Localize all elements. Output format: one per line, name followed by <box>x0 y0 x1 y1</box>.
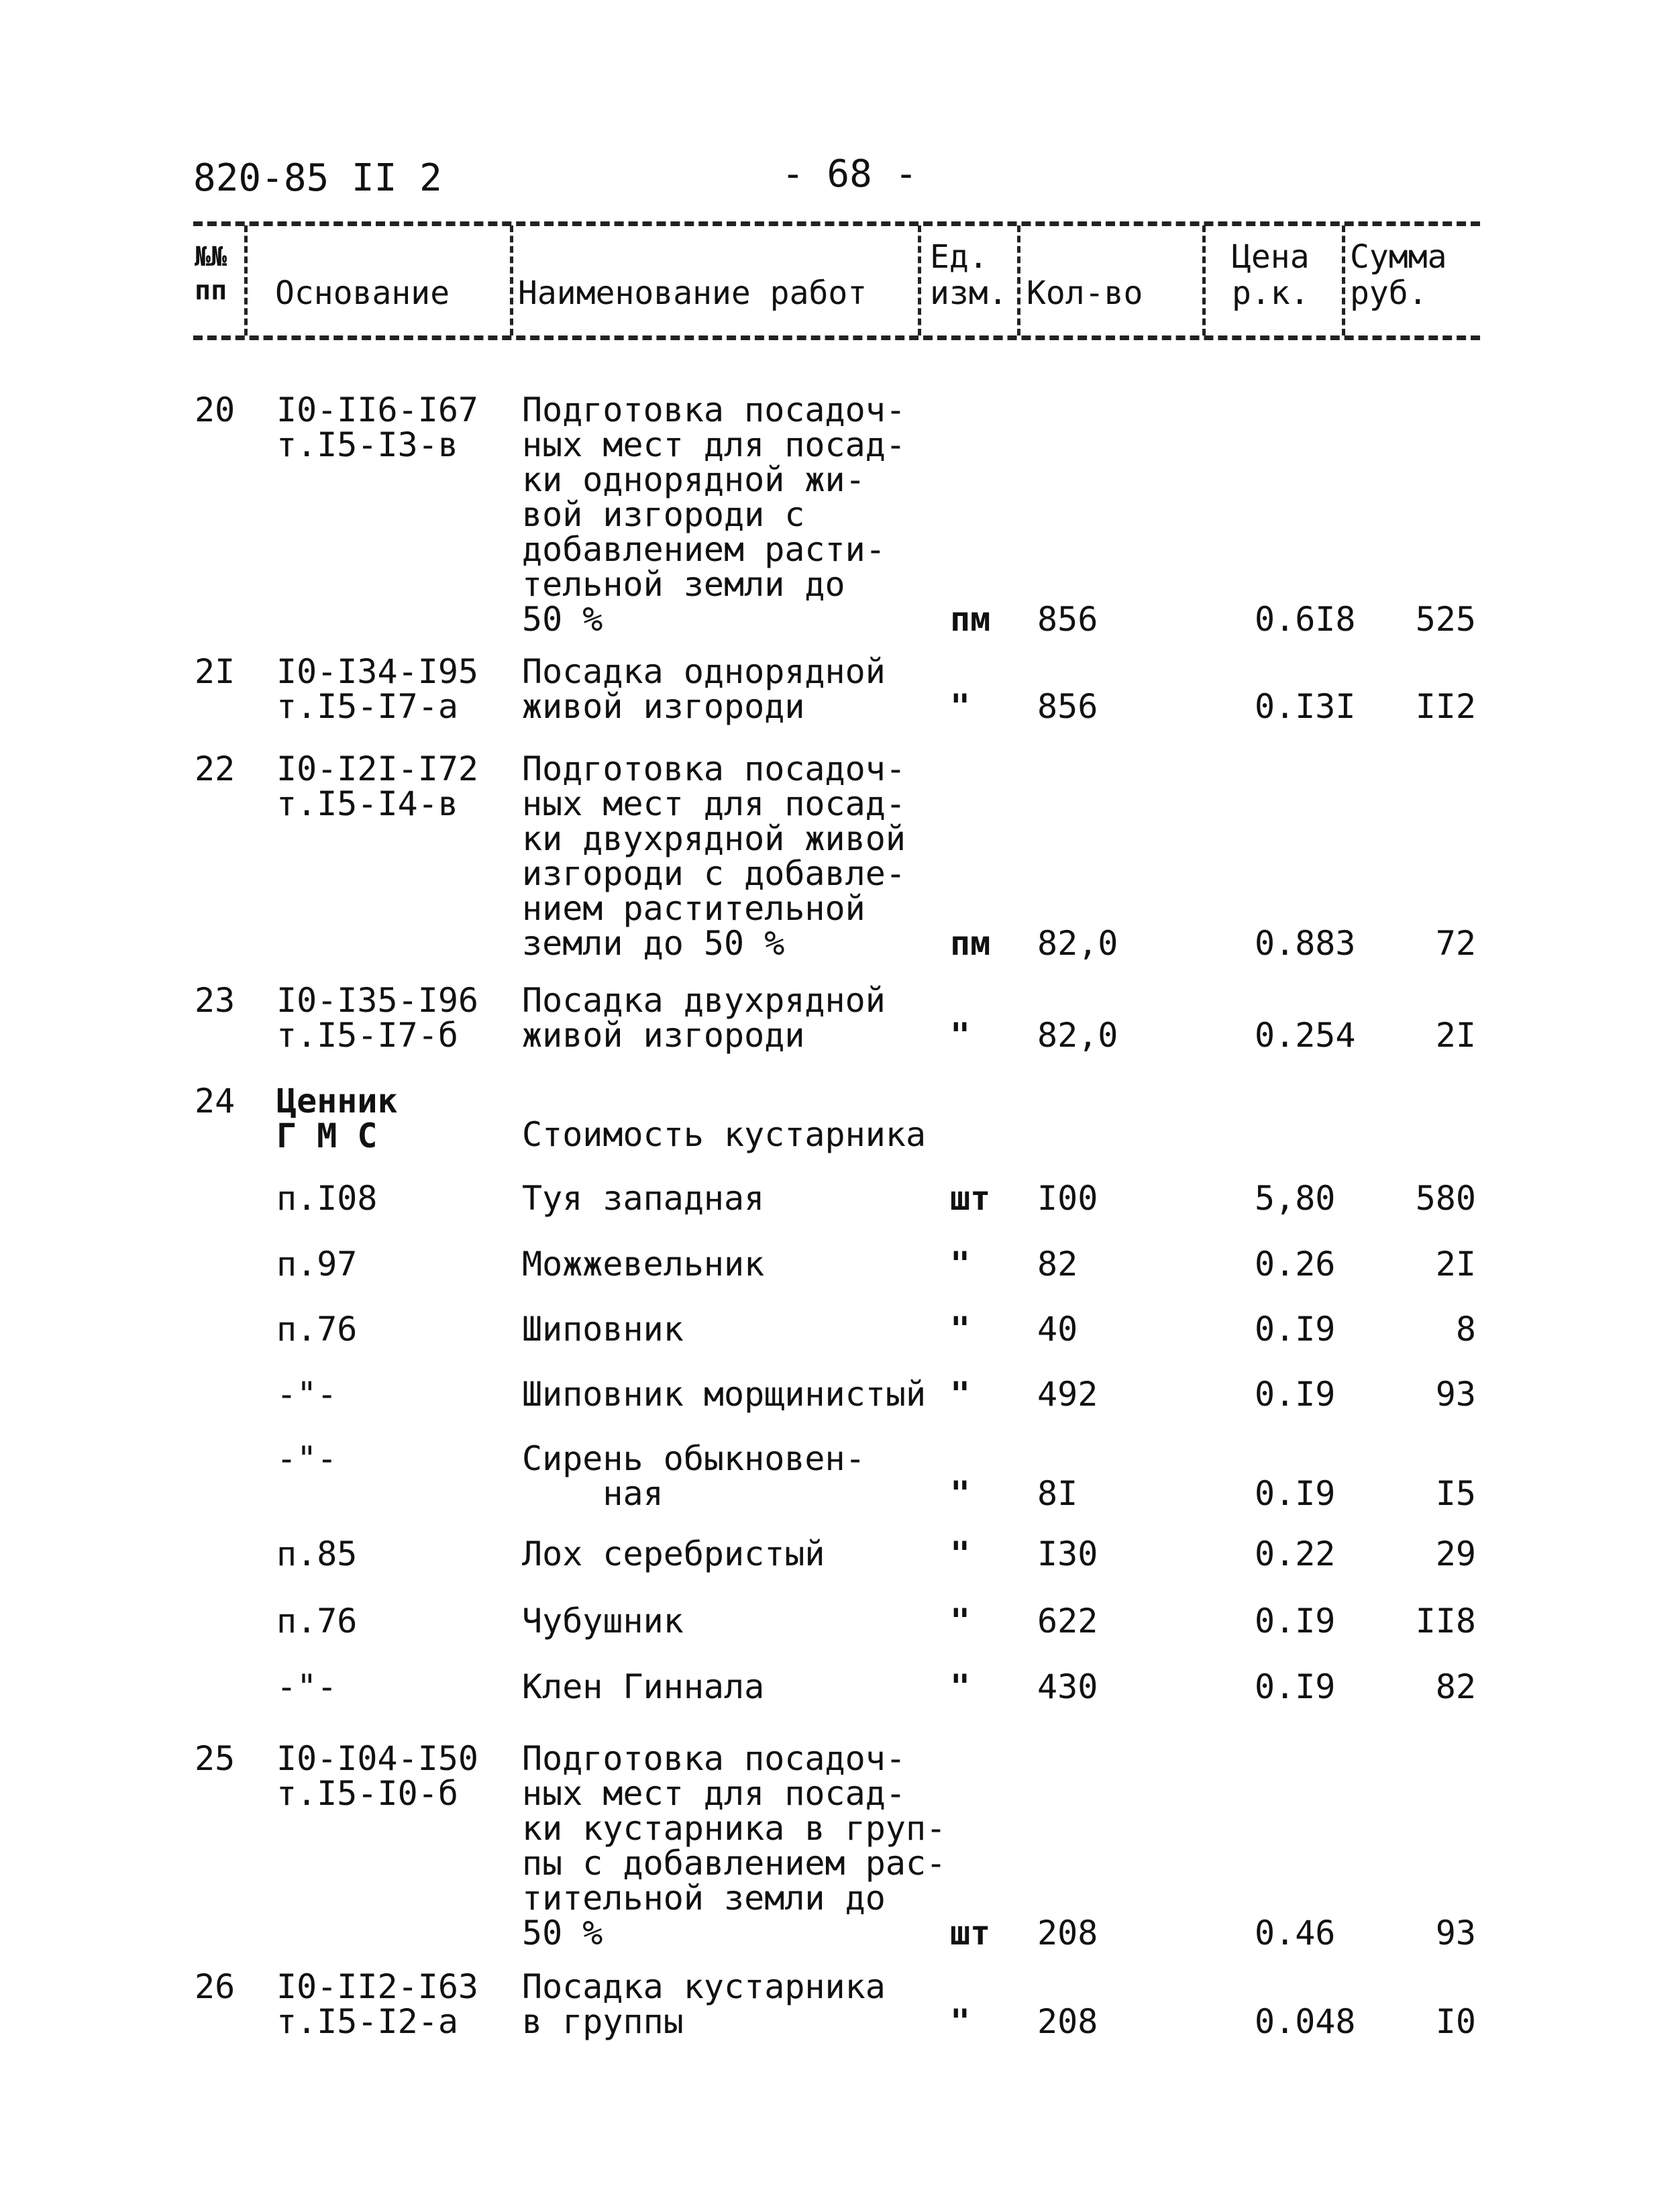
row-work-name-line: ных мест для посад- <box>522 784 906 823</box>
row-unit: шт <box>950 1914 991 1952</box>
row-basis-line: п.I08 <box>276 1179 378 1218</box>
row-sum: 525 <box>1415 600 1476 639</box>
row-quantity: 40 <box>1037 1310 1078 1349</box>
row-basis <box>276 654 478 724</box>
row-work-name-line: в группы <box>522 2002 684 2041</box>
row-basis-line: т.I5-I7-б <box>276 1016 458 1055</box>
row-number: 26 <box>195 1967 235 2006</box>
row-price: 5,80 <box>1255 1179 1336 1218</box>
column-header-price: Цена р.к. <box>1232 238 1310 312</box>
row-work-name <box>522 1247 764 1282</box>
row-unit: " <box>950 1534 971 1573</box>
column-header-sum: Сумма руб. <box>1350 238 1447 312</box>
row-unit: " <box>950 1375 971 1414</box>
document-code: 820-85 II 2 <box>193 156 442 200</box>
row-sum: 82 <box>1435 1667 1476 1706</box>
row-unit: шт <box>950 1179 991 1218</box>
row-basis-line: т.I5-I3-в <box>276 425 458 464</box>
row-work-name-line: вой изгороди с <box>522 495 805 534</box>
row-work-name-line: земли до 50 % <box>522 924 785 963</box>
row-work-name <box>522 390 906 639</box>
row-quantity: 208 <box>1037 2002 1098 2041</box>
row-number: 2I <box>195 652 235 691</box>
row-basis <box>276 390 479 464</box>
row-work-name-line: 50 % <box>522 1914 603 1952</box>
row-number: 24 <box>195 1082 235 1121</box>
row-sum: 93 <box>1435 1914 1476 1952</box>
row-unit: пм <box>950 924 991 963</box>
row-work-name <box>522 751 906 961</box>
row-work-name-line: Лох серебристый <box>522 1534 825 1573</box>
row-basis <box>276 1969 478 2039</box>
row-quantity: 8I <box>1037 1474 1078 1513</box>
row-price: 0.22 <box>1255 1534 1336 1573</box>
row-work-name-line: нием растительной <box>522 889 865 928</box>
row-basis-line: т.I5-I0-б <box>276 1774 458 1813</box>
row-basis-line: -"- <box>276 1375 337 1414</box>
row-price: 0.I9 <box>1255 1474 1336 1513</box>
row-price: 0.I9 <box>1255 1667 1336 1706</box>
row-basis-line: I0-I34-I95 <box>276 652 479 691</box>
row-basis-line: I0-II2-I63 <box>276 1967 479 2006</box>
row-work-name-line: Шиповник <box>522 1310 684 1349</box>
row-work-name <box>522 1536 825 1571</box>
row-work-name <box>522 1312 684 1347</box>
col-sep <box>1202 225 1206 335</box>
row-work-name-line: ки двухрядной живой <box>522 819 906 858</box>
row-unit: " <box>950 1474 971 1513</box>
row-work-name-line: пы с добавлением рас- <box>522 1844 947 1883</box>
row-work-name-line: Подготовка посадоч- <box>522 390 906 429</box>
col-sep <box>1342 225 1345 335</box>
row-basis <box>276 1084 398 1153</box>
row-basis-line: т.I5-I4-в <box>276 784 458 823</box>
row-basis <box>276 1247 357 1282</box>
row-work-name-line: Посадка кустарника <box>522 1967 886 2006</box>
row-work-name-line: тельной земли до <box>522 565 845 604</box>
row-price: 0.883 <box>1255 924 1356 963</box>
row-basis-line: -"- <box>276 1667 337 1706</box>
row-sum: 580 <box>1415 1179 1476 1218</box>
row-work-name-line: Клен Гиннала <box>522 1667 765 1706</box>
row-work-name <box>522 654 886 724</box>
row-price: 0.26 <box>1255 1245 1336 1284</box>
row-work-name-line: Шиповник морщинистый <box>522 1375 927 1414</box>
row-work-name-line: ки однорядной жи- <box>522 460 865 499</box>
col-sep <box>1017 225 1020 335</box>
row-unit: " <box>950 1016 971 1055</box>
row-price: 0.6I8 <box>1255 600 1356 639</box>
row-quantity: 856 <box>1037 600 1098 639</box>
row-basis-line: п.76 <box>276 1602 358 1640</box>
row-work-name <box>522 1441 865 1511</box>
row-sum: 29 <box>1435 1534 1476 1573</box>
row-quantity: 622 <box>1037 1602 1098 1640</box>
row-basis <box>276 983 478 1053</box>
row-work-name <box>522 1969 886 2039</box>
row-price: 0.254 <box>1255 1016 1356 1055</box>
row-basis <box>276 1536 357 1571</box>
row-unit: " <box>950 687 971 726</box>
col-sep <box>510 225 513 335</box>
row-price: 0.I9 <box>1255 1602 1336 1640</box>
row-work-name-line: Можжевельник <box>522 1245 765 1284</box>
col-sep <box>244 225 248 335</box>
row-quantity: I00 <box>1037 1179 1098 1218</box>
row-work-name-line: Чубушник <box>522 1602 684 1640</box>
row-basis-line: п.76 <box>276 1310 358 1349</box>
row-work-name-line: Посадка двухрядной <box>522 981 886 1020</box>
row-work-name <box>522 1669 764 1704</box>
row-basis <box>276 1377 337 1412</box>
row-work-name <box>522 1117 926 1152</box>
column-header-num: №№ пп <box>195 242 227 306</box>
row-sum: 2I <box>1435 1016 1476 1055</box>
row-quantity: 82,0 <box>1037 1016 1118 1055</box>
row-price: 0.I9 <box>1255 1375 1336 1414</box>
row-sum: II8 <box>1415 1602 1476 1640</box>
row-unit: пм <box>950 600 991 639</box>
column-header-qty: Кол-во <box>1027 274 1143 312</box>
row-work-name <box>522 1604 684 1638</box>
row-number: 25 <box>195 1739 235 1778</box>
row-quantity: 430 <box>1037 1667 1098 1706</box>
row-work-name-line: 50 % <box>522 600 603 639</box>
row-basis-line: Г М С <box>276 1116 378 1155</box>
row-unit: " <box>950 1245 971 1284</box>
row-basis <box>276 1741 478 1811</box>
row-price: 0.I9 <box>1255 1310 1336 1349</box>
row-quantity: 82,0 <box>1037 924 1118 963</box>
row-basis-line: -"- <box>276 1439 337 1478</box>
row-basis <box>276 1441 337 1476</box>
page-number: - 68 - <box>782 152 918 196</box>
row-work-name-line: ных мест для посад- <box>522 1774 906 1813</box>
row-work-name-line: добавлением расти- <box>522 530 886 569</box>
row-work-name-line: Посадка однорядной <box>522 652 886 691</box>
row-price: 0.I3I <box>1255 687 1356 726</box>
row-work-name-line: Стоимость кустарника <box>522 1115 927 1154</box>
column-header-name: Наименование работ <box>518 274 868 312</box>
row-work-name-line: живой изгороди <box>522 687 805 726</box>
row-number: 22 <box>195 749 235 788</box>
row-work-name-line: тительной земли до <box>522 1879 886 1918</box>
column-header-basis: Основание <box>275 274 450 312</box>
row-basis <box>276 1669 337 1704</box>
row-unit: " <box>950 1667 971 1706</box>
table-header-bottom-rule <box>193 335 1480 340</box>
row-basis-line: п.97 <box>276 1245 358 1284</box>
row-basis <box>276 1312 357 1347</box>
row-work-name-line: Туя западная <box>522 1179 765 1218</box>
row-unit: " <box>950 1310 971 1349</box>
row-number: 20 <box>195 390 235 429</box>
row-sum: 2I <box>1435 1245 1476 1284</box>
row-basis-line: Ценник <box>276 1082 398 1121</box>
row-work-name-line: ных мест для посад- <box>522 425 906 464</box>
row-basis <box>276 1181 378 1216</box>
row-basis-line: т.I5-I7-а <box>276 687 458 726</box>
row-price: 0.048 <box>1255 2002 1356 2041</box>
row-work-name <box>522 1181 764 1216</box>
row-basis-line: т.I5-I2-а <box>276 2002 458 2041</box>
row-sum: I0 <box>1435 2002 1476 2041</box>
row-work-name-line: Сирень обыкновен- <box>522 1439 865 1478</box>
row-quantity: 492 <box>1037 1375 1098 1414</box>
row-basis-line: I0-II6-I67 <box>276 390 479 429</box>
row-unit: " <box>950 2002 971 2041</box>
row-quantity: 82 <box>1037 1245 1078 1284</box>
row-work-name <box>522 1741 946 1950</box>
row-work-name-line: живой изгороди <box>522 1016 805 1055</box>
row-work-name-line: Подготовка посадоч- <box>522 749 906 788</box>
row-quantity: I30 <box>1037 1534 1098 1573</box>
row-sum: 93 <box>1435 1375 1476 1414</box>
row-work-name-line: ки кустарника в груп- <box>522 1809 947 1848</box>
table-top-rule <box>193 221 1480 226</box>
col-sep <box>918 225 921 335</box>
row-basis-line: I0-I2I-I72 <box>276 749 479 788</box>
row-sum: 72 <box>1435 924 1476 963</box>
row-work-name-line: изгороди с добавле- <box>522 854 906 893</box>
row-number: 23 <box>195 981 235 1020</box>
row-quantity: 208 <box>1037 1914 1098 1952</box>
row-work-name <box>522 1377 926 1412</box>
row-work-name-line: ная <box>522 1474 664 1513</box>
row-basis-line: п.85 <box>276 1534 358 1573</box>
row-quantity: 856 <box>1037 687 1098 726</box>
row-basis-line: I0-I35-I96 <box>276 981 479 1020</box>
row-basis-line: I0-I04-I50 <box>276 1739 479 1778</box>
row-sum: 8 <box>1455 1310 1476 1349</box>
row-sum: I5 <box>1435 1474 1476 1513</box>
column-header-unit: Ед. изм. <box>930 238 1008 312</box>
row-work-name <box>522 983 886 1053</box>
row-sum: II2 <box>1415 687 1476 726</box>
row-basis <box>276 1604 357 1638</box>
row-work-name-line: Подготовка посадоч- <box>522 1739 906 1778</box>
row-price: 0.46 <box>1255 1914 1336 1952</box>
row-unit: " <box>950 1602 971 1640</box>
row-basis <box>276 751 478 821</box>
